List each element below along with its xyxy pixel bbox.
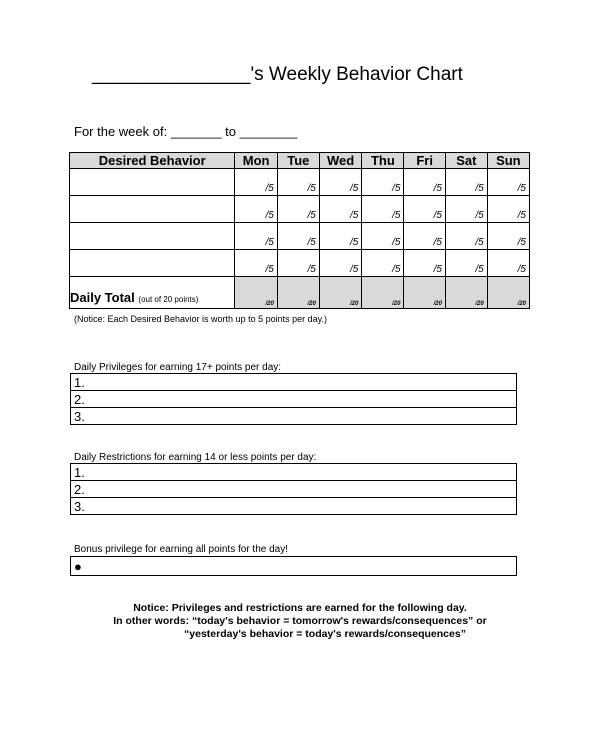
behavior-row bbox=[70, 196, 530, 223]
header-day-tue: Tue bbox=[277, 153, 319, 169]
total-cell-fri[interactable]: /20 bbox=[404, 277, 445, 309]
week-start-blank[interactable]: _______ bbox=[170, 124, 222, 139]
week-label: For the week of: bbox=[74, 124, 168, 139]
privilege-item[interactable]: 3. bbox=[71, 408, 517, 425]
privileges-label: Daily Privileges for earning 17+ points per day: bbox=[74, 362, 282, 373]
score-cell-sun[interactable]: /5 bbox=[487, 196, 529, 223]
behavior-row bbox=[70, 223, 530, 250]
score-cell-fri[interactable]: /5 bbox=[404, 223, 445, 250]
bonus-item[interactable]: ● bbox=[71, 557, 517, 576]
score-cell-tue[interactable]: /5 bbox=[277, 250, 319, 277]
behavior-row bbox=[70, 250, 530, 277]
total-cell-sat[interactable]: /20 bbox=[445, 277, 487, 309]
privilege-item[interactable]: 1. bbox=[71, 374, 517, 391]
score-cell-wed[interactable]: /5 bbox=[319, 223, 361, 250]
footer-line: Notice: Privileges and restrictions are earned for the following day. bbox=[133, 602, 467, 614]
daily-total-text: Daily Total bbox=[70, 290, 135, 305]
daily-total-label bbox=[70, 277, 235, 309]
table-header-row bbox=[70, 153, 530, 169]
score-cell-sat[interactable]: /5 bbox=[445, 250, 487, 277]
restriction-item[interactable]: 3. bbox=[71, 498, 517, 515]
header-day-fri: Fri bbox=[404, 153, 445, 169]
score-cell-fri[interactable]: /5 bbox=[404, 169, 445, 196]
daily-total-row bbox=[70, 277, 530, 309]
restriction-item[interactable]: 1. bbox=[71, 464, 517, 481]
privilege-item[interactable]: 2. bbox=[71, 391, 517, 408]
score-cell-sat[interactable]: /5 bbox=[445, 223, 487, 250]
score-cell-mon[interactable]: /5 bbox=[235, 169, 277, 196]
footer-line: In other words: “today's behavior = tomorrow's rewards/consequences” or bbox=[113, 615, 487, 627]
score-cell-sun[interactable]: /5 bbox=[487, 223, 529, 250]
restriction-item[interactable]: 2. bbox=[71, 481, 517, 498]
bonus-list bbox=[70, 556, 517, 576]
total-cell-thu[interactable]: /20 bbox=[362, 277, 404, 309]
header-day-wed: Wed bbox=[319, 153, 361, 169]
week-end-blank[interactable]: ________ bbox=[239, 124, 298, 139]
privileges-list bbox=[70, 373, 517, 425]
behavior-cell[interactable] bbox=[70, 223, 235, 250]
score-cell-mon[interactable]: /5 bbox=[235, 223, 277, 250]
header-day-thu: Thu bbox=[362, 153, 404, 169]
score-cell-thu[interactable]: /5 bbox=[362, 196, 404, 223]
score-cell-wed[interactable]: /5 bbox=[319, 250, 361, 277]
behavior-table bbox=[69, 152, 530, 309]
behavior-row bbox=[70, 169, 530, 196]
header-day-mon: Mon bbox=[235, 153, 277, 169]
score-cell-mon[interactable]: /5 bbox=[235, 250, 277, 277]
behavior-cell[interactable] bbox=[70, 250, 235, 277]
header-day-sat: Sat bbox=[445, 153, 487, 169]
score-cell-sat[interactable]: /5 bbox=[445, 196, 487, 223]
footer-line: “yesterday's behavior = today's rewards/consequences” bbox=[184, 628, 466, 640]
score-cell-tue[interactable]: /5 bbox=[277, 223, 319, 250]
total-cell-tue[interactable]: /20 bbox=[277, 277, 319, 309]
total-cell-mon[interactable]: /20 bbox=[235, 277, 277, 309]
score-cell-sun[interactable]: /5 bbox=[487, 250, 529, 277]
header-day-sun: Sun bbox=[487, 153, 529, 169]
header-desired-behavior: Desired Behavior bbox=[70, 153, 235, 169]
score-cell-tue[interactable]: /5 bbox=[277, 196, 319, 223]
score-cell-wed[interactable]: /5 bbox=[319, 169, 361, 196]
restrictions-label: Daily Restrictions for earning 14 or less points per day: bbox=[74, 452, 317, 463]
footer-notice bbox=[0, 602, 600, 641]
points-notice: (Notice: Each Desired Behavior is worth up to 5 points per day.) bbox=[74, 314, 327, 324]
behavior-cell[interactable] bbox=[70, 169, 235, 196]
score-cell-thu[interactable]: /5 bbox=[362, 169, 404, 196]
daily-total-note: (out of 20 points) bbox=[138, 295, 199, 304]
score-cell-mon[interactable]: /5 bbox=[235, 196, 277, 223]
score-cell-fri[interactable]: /5 bbox=[404, 196, 445, 223]
week-to: to bbox=[225, 124, 236, 139]
page-title: _______________'s Weekly Behavior Chart bbox=[92, 64, 463, 85]
restrictions-list bbox=[70, 463, 517, 515]
score-cell-tue[interactable]: /5 bbox=[277, 169, 319, 196]
score-cell-fri[interactable]: /5 bbox=[404, 250, 445, 277]
score-cell-thu[interactable]: /5 bbox=[362, 223, 404, 250]
score-cell-wed[interactable]: /5 bbox=[319, 196, 361, 223]
bonus-label: Bonus privilege for earning all points for the day! bbox=[74, 544, 289, 555]
score-cell-sun[interactable]: /5 bbox=[487, 169, 529, 196]
behavior-cell[interactable] bbox=[70, 196, 235, 223]
score-cell-thu[interactable]: /5 bbox=[362, 250, 404, 277]
total-cell-sun[interactable]: /20 bbox=[487, 277, 529, 309]
week-range bbox=[74, 124, 297, 139]
total-cell-wed[interactable]: /20 bbox=[319, 277, 361, 309]
score-cell-sat[interactable]: /5 bbox=[445, 169, 487, 196]
